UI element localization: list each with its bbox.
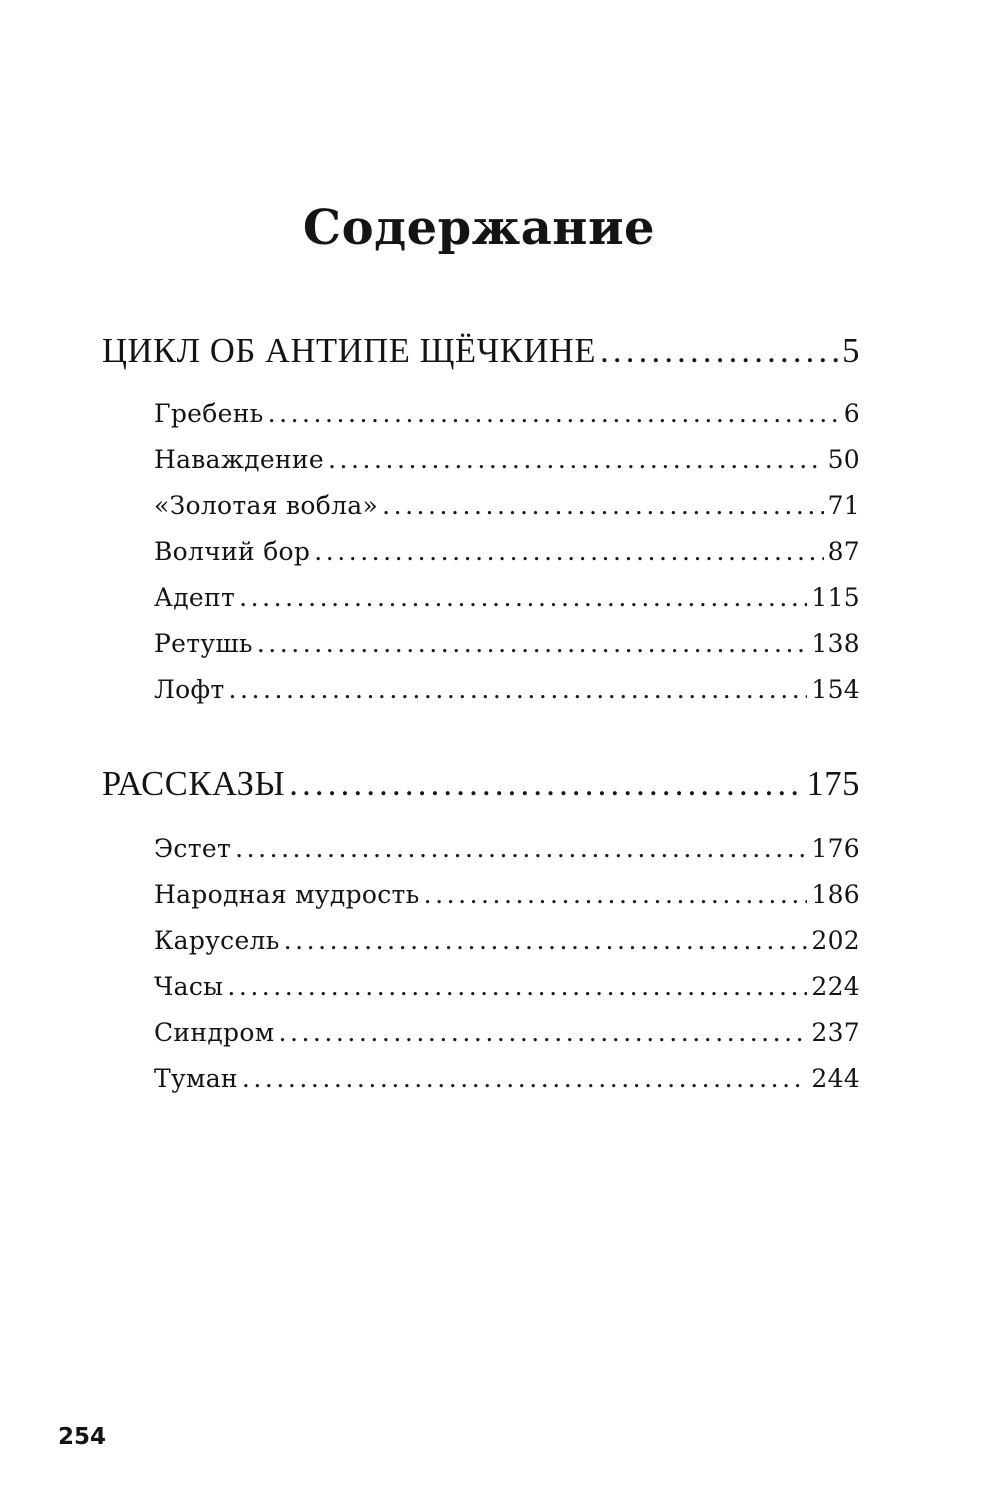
toc-entry	[154, 533, 860, 571]
toc-entry-title: Синдром	[154, 1018, 275, 1047]
dot-leader	[284, 922, 808, 960]
toc-entry	[154, 579, 860, 617]
toc-page-number: 115	[811, 583, 860, 612]
toc-page-number: 202	[811, 926, 860, 955]
toc-entry	[154, 395, 860, 433]
toc-entry	[154, 625, 860, 663]
dot-leader	[600, 329, 838, 373]
toc-entry-title: Наваждение	[154, 445, 324, 474]
dot-leader	[242, 1060, 807, 1098]
toc-page-number: 87	[827, 537, 860, 566]
dot-leader	[257, 625, 808, 663]
toc-section-heading	[102, 762, 860, 806]
toc-section-label: ЦИКЛ ОБ АНТИПЕ ЩЁЧКИНЕ	[102, 332, 597, 370]
dot-leader	[314, 533, 823, 571]
toc-entry-title: Карусель	[154, 926, 280, 955]
toc-entry-title: Адепт	[154, 583, 236, 612]
dot-leader	[289, 762, 802, 806]
dot-leader	[424, 876, 808, 914]
dot-leader	[328, 441, 824, 479]
toc-entry-title: Эстет	[154, 834, 232, 863]
toc-page-number: 50	[827, 445, 860, 474]
toc-page-number: 237	[811, 1018, 860, 1047]
toc-entry-title: Часы	[154, 972, 224, 1001]
toc-entry	[154, 487, 860, 525]
dot-leader	[278, 1014, 807, 1052]
toc-entry-title: «Золотая вобла»	[154, 491, 379, 520]
toc-page-number: 175	[806, 765, 860, 803]
toc-page-number: 186	[811, 880, 860, 909]
toc-page-number: 138	[811, 629, 860, 658]
toc-entry	[154, 922, 860, 960]
toc-page-number: 224	[811, 972, 860, 1001]
toc-entry-title: Волчий бор	[154, 537, 311, 566]
page-number: 254	[58, 1424, 107, 1450]
toc-page-number: 244	[811, 1064, 860, 1093]
dot-leader	[227, 968, 807, 1006]
toc-entry	[154, 830, 860, 868]
toc-entry	[154, 1060, 860, 1098]
toc-entry	[154, 876, 860, 914]
toc-page-number: 71	[827, 491, 860, 520]
toc-entry	[154, 968, 860, 1006]
dot-leader	[382, 487, 824, 525]
dot-leader	[229, 671, 808, 709]
toc-section-label: РАССКАЗЫ	[102, 765, 286, 803]
toc-page-number: 5	[842, 332, 860, 370]
dot-leader	[268, 395, 840, 433]
toc-entry-title: Туман	[154, 1064, 238, 1093]
toc-entry	[154, 441, 860, 479]
toc-entry	[154, 671, 860, 709]
toc-page-number: 176	[811, 834, 860, 863]
toc-page-number: 6	[843, 399, 860, 428]
toc-entry-title: Гребень	[154, 399, 264, 428]
toc-entry	[154, 1014, 860, 1052]
toc-entry-title: Лофт	[154, 675, 225, 704]
dot-leader	[235, 830, 807, 868]
toc-entry-title: Ретушь	[154, 629, 253, 658]
toc-section-heading	[102, 329, 860, 373]
page-title: Содержание	[302, 200, 656, 256]
dot-leader	[239, 579, 807, 617]
toc-page-number: 154	[811, 675, 860, 704]
toc-entry-title: Народная мудрость	[154, 880, 420, 909]
